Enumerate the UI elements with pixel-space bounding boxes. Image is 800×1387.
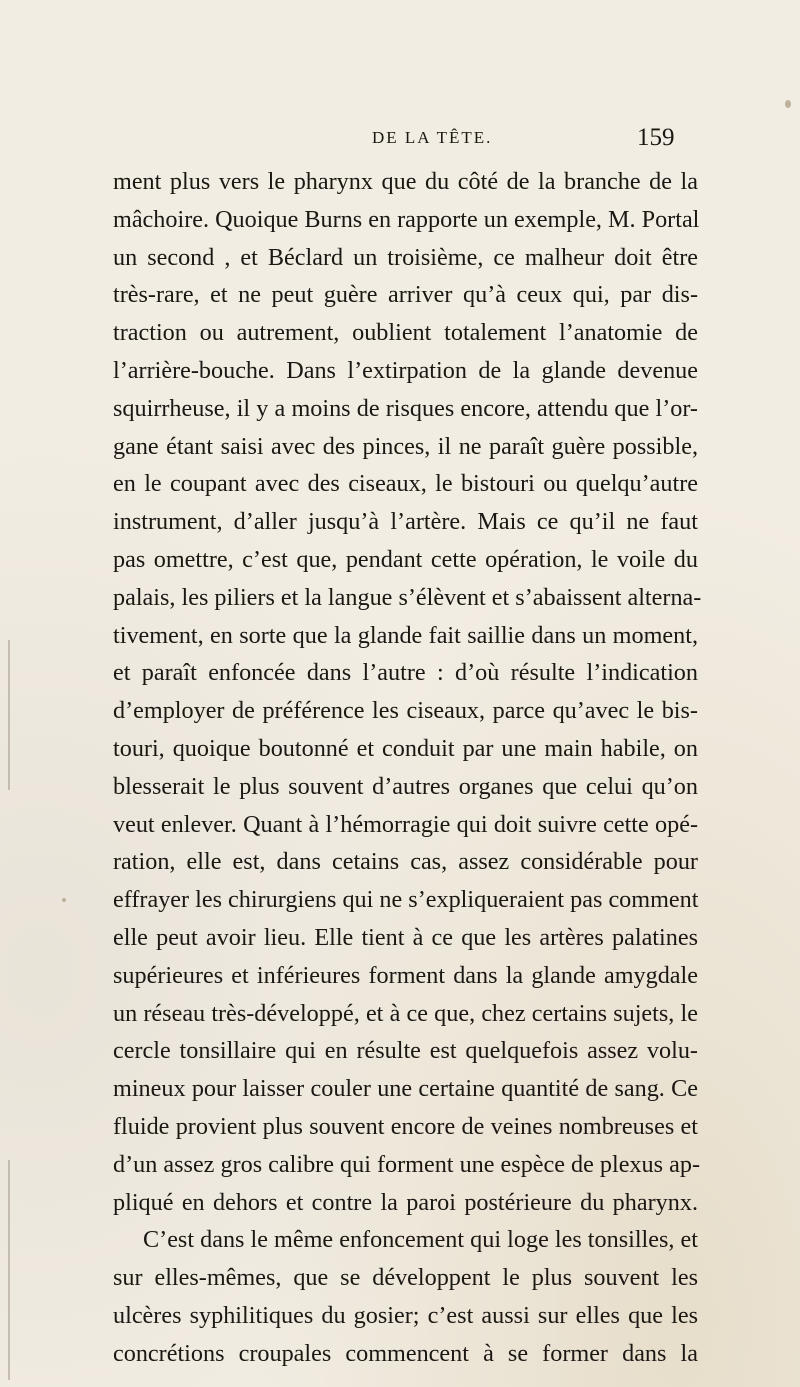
text-line: sur elles-mêmes, que se développent le plus souvent les: [113, 1264, 698, 1292]
text-line: effrayer les chirurgiens qui ne s’expliqueraient pas comment: [113, 886, 699, 914]
running-head: [0, 124, 800, 158]
text-line: l’arrière-bouche. Dans l’extirpation de la glande devenue: [113, 356, 698, 384]
text-line: supérieures et inférieures forment dans la glande amygdale: [113, 961, 698, 989]
text-line: palais, les piliers et la langue s’élèvent et s’abaissent alterna-: [113, 583, 702, 611]
paper-speck: [785, 100, 791, 108]
text-line: veut enlever. Quant à l’hémorragie qui doit suivre cette opé-: [113, 810, 698, 838]
text-line: mâchoire. Quoique Burns en rapporte un exemple, M. Portal: [113, 205, 700, 233]
text-line: en le coupant avec des ciseaux, le bistouri ou quelqu’autre: [113, 470, 698, 498]
text-line: tivement, en sorte que la glande fait saillie dans un moment,: [113, 621, 698, 649]
text-line: cercle tonsillaire qui en résulte est quelquefois assez volu-: [113, 1037, 698, 1065]
text-line: très-rare, et ne peut guère arriver qu’à ceux qui, par dis-: [113, 281, 698, 309]
text-line: elle peut avoir lieu. Elle tient à ce que les artères palatines: [113, 923, 698, 951]
text-line: concrétions croupales commencent à se former dans la: [113, 1339, 698, 1367]
text-line: ration, elle est, dans cetains cas, assez considérable pour: [113, 848, 698, 876]
text-line: pliqué en dehors et contre la paroi postérieure du pharynx.: [113, 1188, 698, 1216]
left-margin-stain: [8, 640, 10, 790]
text-line: ulcères syphilitiques du gosier; c’est aussi sur elles que les: [113, 1301, 698, 1329]
text-line: instrument, d’aller jusqu’à l’artère. Mais ce qu’il ne faut: [113, 508, 698, 536]
text-line: C’est dans le même enfoncement qui loge les tonsilles, et: [143, 1226, 698, 1254]
running-head-title: DE LA TÊTE.: [372, 128, 493, 147]
text-line: blesserait le plus souvent d’autres organes que celui qu’on: [113, 772, 698, 800]
body-text: [113, 163, 702, 1373]
text-line: et paraît enfoncée dans l’autre : d’où résulte l’indication: [113, 659, 698, 687]
left-margin-stain-lower: [8, 1160, 10, 1380]
text-line: un second , et Béclard un troisième, ce malheur doit être: [113, 243, 698, 271]
text-line: traction ou autrement, oublient totalement l’anatomie de: [113, 319, 698, 347]
text-line: d’employer de préférence les ciseaux, parce qu’avec le bis-: [113, 697, 698, 725]
text-line: pas omettre, c’est que, pendant cette opération, le voile du: [113, 545, 698, 573]
paper-speck: [62, 898, 66, 902]
page-number: 159: [637, 124, 675, 151]
text-line: ment plus vers le pharynx que du côté de la branche de la: [113, 168, 698, 195]
text-line: touri, quoique boutonné et conduit par une main habile, on: [113, 734, 698, 762]
text-line: mineux pour laisser couler une certaine quantité de sang. Ce: [113, 1075, 698, 1103]
text-line: gane étant saisi avec des pinces, il ne paraît guère possible,: [113, 432, 698, 460]
text-line: squirrheuse, il y a moins de risques encore, attendu que l’or-: [113, 394, 698, 422]
text-line: d’un assez gros calibre qui forment une espèce de plexus ap-: [113, 1150, 700, 1178]
text-line: fluide provient plus souvent encore de veines nombreuses et: [113, 1112, 698, 1140]
text-line: un réseau très-développé, et à ce que, chez certains sujets, le: [113, 999, 698, 1027]
